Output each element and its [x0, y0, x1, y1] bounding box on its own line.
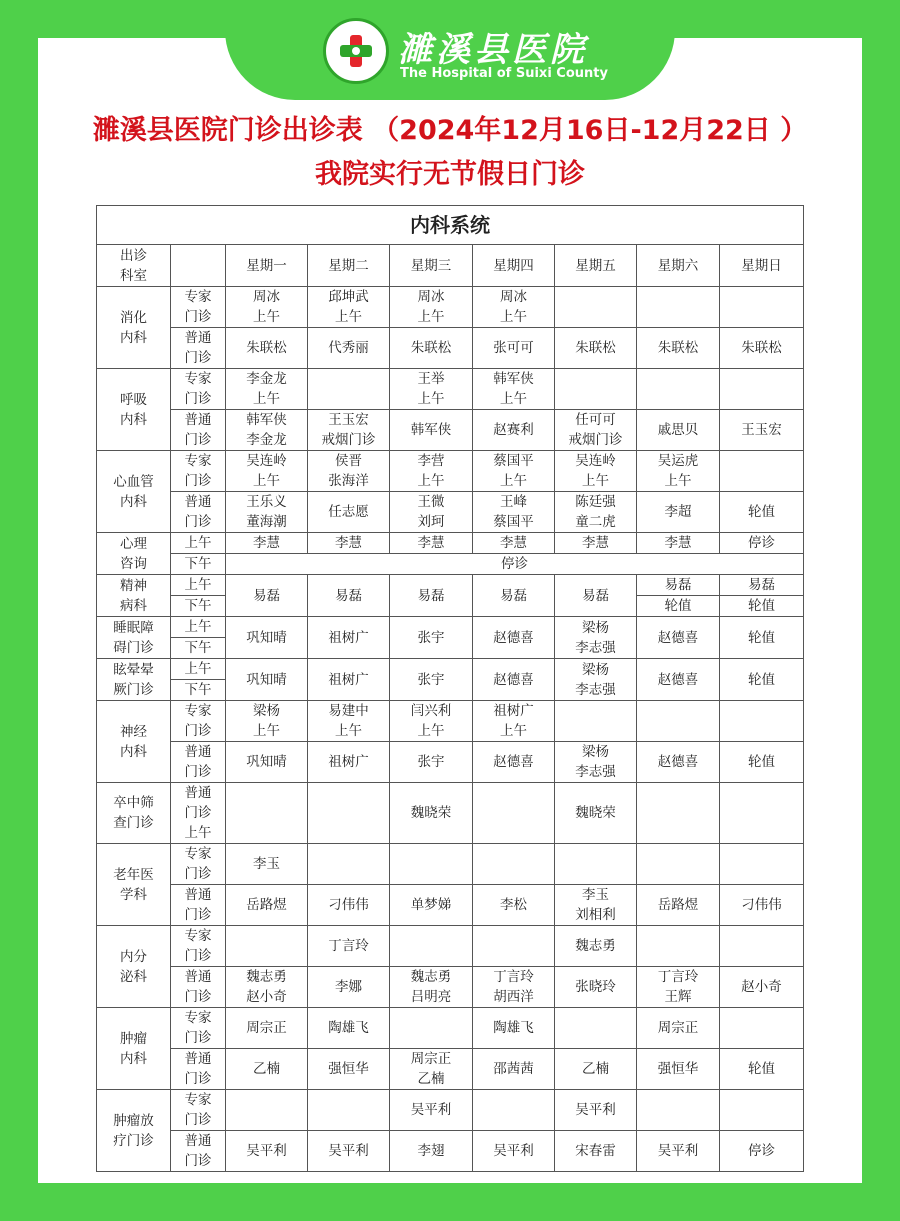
clinic-type-label: 上午: [171, 617, 226, 638]
day-header: 星期日: [720, 245, 804, 287]
schedule-cell: 祖树广 上午: [473, 701, 555, 742]
schedule-cell: 梁杨 李志强: [555, 742, 637, 783]
schedule-cell: 周冰 上午: [473, 287, 555, 328]
schedule-cell: 易磊: [473, 575, 555, 617]
schedule-cell: 李慧: [473, 533, 555, 554]
clinic-type-label: 专家 门诊: [171, 701, 226, 742]
schedule-cell: 闫兴利 上午: [390, 701, 473, 742]
clinic-type-label: 普通 门诊: [171, 885, 226, 926]
schedule-cell: 李慧: [637, 533, 720, 554]
schedule-cell: 李超: [637, 492, 720, 533]
schedule-cell: [308, 1090, 390, 1131]
table-row: [97, 885, 804, 926]
schedule-cell: 李娜: [308, 967, 390, 1008]
schedule-cell: 朱联松: [720, 328, 804, 369]
table-row: [97, 451, 804, 492]
clinic-type-label: 普通 门诊: [171, 328, 226, 369]
schedule-cell: 巩知晴: [226, 742, 308, 783]
clinic-type-label: 专家 门诊: [171, 1090, 226, 1131]
schedule-cell: [637, 287, 720, 328]
schedule-cell: [390, 1008, 473, 1049]
schedule-cell: [555, 1008, 637, 1049]
schedule-cell: 易磊: [555, 575, 637, 617]
day-header: 星期四: [473, 245, 555, 287]
slot-label: 上午: [171, 575, 226, 596]
schedule-cell: [720, 926, 804, 967]
schedule-cell: 易建中 上午: [308, 701, 390, 742]
table-row: [97, 1090, 804, 1131]
schedule-cell: 刁伟伟: [720, 885, 804, 926]
schedule-cell: 停诊: [720, 533, 804, 554]
schedule-cell: 易磊: [308, 575, 390, 617]
table-row: [97, 926, 804, 967]
schedule-cell: 邱坤武 上午: [308, 287, 390, 328]
schedule-cell: 轮值: [720, 492, 804, 533]
clinic-type-label: 下午: [171, 680, 226, 701]
schedule-cell: 祖树广: [308, 617, 390, 659]
schedule-cell: 祖树广: [308, 659, 390, 701]
type-column-header: [171, 245, 226, 287]
schedule-cell: 赵德喜: [637, 742, 720, 783]
schedule-cell: 赵赛利: [473, 410, 555, 451]
schedule-cell: 轮值: [720, 1049, 804, 1090]
schedule-cell: [473, 926, 555, 967]
day-header: 星期六: [637, 245, 720, 287]
schedule-cell: 轮值: [720, 742, 804, 783]
schedule-cell: 易磊: [720, 575, 804, 596]
schedule-cell: [473, 783, 555, 844]
schedule-cell: 强恒华: [637, 1049, 720, 1090]
schedule-cell: 王玉宏: [720, 410, 804, 451]
schedule-cell: 韩军侠 李金龙: [226, 410, 308, 451]
schedule-cell: 张宇: [390, 617, 473, 659]
schedule-cell: 周宗正: [637, 1008, 720, 1049]
schedule-cell: 代秀丽: [308, 328, 390, 369]
table-row: [97, 287, 804, 328]
system-title: 内科系统: [97, 206, 804, 245]
table-row: [97, 742, 804, 783]
table-row: [97, 617, 804, 638]
schedule-cell: 梁杨 李志强: [555, 617, 637, 659]
clinic-type-label: 普通 门诊: [171, 967, 226, 1008]
schedule-cell: [637, 783, 720, 844]
schedule-cell: [555, 701, 637, 742]
table-row: [97, 575, 804, 596]
schedule-cell: [555, 844, 637, 885]
schedule-cell: 停诊: [720, 1131, 804, 1172]
schedule-cell: 李慧: [390, 533, 473, 554]
schedule-cell: 朱联松: [637, 328, 720, 369]
schedule-cell: 易磊: [226, 575, 308, 617]
schedule-cell: 吴平利: [637, 1131, 720, 1172]
day-header: 星期一: [226, 245, 308, 287]
table-row: [97, 967, 804, 1008]
clinic-type-label: 普通 门诊: [171, 410, 226, 451]
schedule-cell: 侯晋 张海洋: [308, 451, 390, 492]
schedule-cell: 李金龙 上午: [226, 369, 308, 410]
dept-name: 心血管 内科: [97, 451, 171, 533]
schedule-cell: 吴连岭 上午: [555, 451, 637, 492]
schedule-cell: 岳路煜: [637, 885, 720, 926]
table-row: [97, 328, 804, 369]
dept-name: 睡眠障 碍门诊: [97, 617, 171, 659]
schedule-cell: [720, 701, 804, 742]
table-row: [97, 1131, 804, 1172]
day-header: 星期三: [390, 245, 473, 287]
clinic-type-label: 专家 门诊: [171, 1008, 226, 1049]
schedule-cell: [390, 926, 473, 967]
schedule-cell: 李慧: [555, 533, 637, 554]
schedule-cell: 强恒华: [308, 1049, 390, 1090]
schedule-cell: 陶雄飞: [308, 1008, 390, 1049]
schedule-cell: 李营 上午: [390, 451, 473, 492]
schedule-cell: 李慧: [308, 533, 390, 554]
schedule-cell: [637, 1090, 720, 1131]
schedule-cell: 丁言玲: [308, 926, 390, 967]
schedule-cell: [226, 926, 308, 967]
schedule-cell: 李松: [473, 885, 555, 926]
schedule-cell: 易磊: [637, 575, 720, 596]
table-row: [97, 1049, 804, 1090]
dept-column-header: 出诊 科室: [97, 245, 171, 287]
clinic-type-label: 下午: [171, 638, 226, 659]
slot-label: 下午: [171, 554, 226, 575]
schedule-cell: 魏志勇 吕明亮: [390, 967, 473, 1008]
schedule-cell: 吴平利: [473, 1131, 555, 1172]
clinic-type-label: 普通 门诊: [171, 742, 226, 783]
schedule-cell: 周冰 上午: [390, 287, 473, 328]
schedule-cell: 赵德喜: [637, 617, 720, 659]
schedule-cell: 刁伟伟: [308, 885, 390, 926]
schedule-cell: 周宗正 乙楠: [390, 1049, 473, 1090]
schedule-cell: 蔡国平 上午: [473, 451, 555, 492]
dept-name: 消化 内科: [97, 287, 171, 369]
schedule-cell: 易磊: [390, 575, 473, 617]
dept-name: 心理 咨询: [97, 533, 171, 575]
schedule-cell: 丁言玲 王辉: [637, 967, 720, 1008]
table-header-row: [97, 245, 804, 287]
schedule-cell: 张晓玲: [555, 967, 637, 1008]
schedule-cell: 张可可: [473, 328, 555, 369]
schedule-cell: 李玉 刘相利: [555, 885, 637, 926]
schedule-cell: 岳路煜: [226, 885, 308, 926]
schedule-cell: 乙楠: [555, 1049, 637, 1090]
table-row: [97, 844, 804, 885]
slot-label: 下午: [171, 596, 226, 617]
schedule-cell: 陈廷强 童二虎: [555, 492, 637, 533]
schedule-cell: 吴运虎 上午: [637, 451, 720, 492]
schedule-cell: 轮值: [720, 659, 804, 701]
schedule-cell: 李慧: [226, 533, 308, 554]
schedule-cell: 乙楠: [226, 1049, 308, 1090]
schedule-cell: 赵德喜: [473, 742, 555, 783]
clinic-type-label: 专家 门诊: [171, 451, 226, 492]
page-title: 濉溪县医院门诊出诊表 （2024年12月16日-12月22日 ）: [92, 115, 808, 146]
schedule-cell: 张宇: [390, 742, 473, 783]
schedule-cell: [720, 369, 804, 410]
schedule-cell: [637, 844, 720, 885]
clinic-type-label: 专家 门诊: [171, 369, 226, 410]
clinic-type-label: 上午: [171, 659, 226, 680]
schedule-cell: 赵德喜: [473, 659, 555, 701]
table-row: [97, 659, 804, 680]
dept-name: 肿瘤 内科: [97, 1008, 171, 1090]
schedule-cell: 赵德喜: [473, 617, 555, 659]
clinic-type-label: 普通 门诊: [171, 1049, 226, 1090]
dept-name: 老年医 学科: [97, 844, 171, 926]
dept-name: 呼吸 内科: [97, 369, 171, 451]
schedule-cell: [637, 926, 720, 967]
day-header: 星期二: [308, 245, 390, 287]
slot-label: 上午: [171, 533, 226, 554]
schedule-cell: 王乐义 董海潮: [226, 492, 308, 533]
schedule-cell: 轮值: [720, 596, 804, 617]
schedule-cell: [720, 1008, 804, 1049]
schedule-cell: 魏晓荣: [555, 783, 637, 844]
table-row: [97, 533, 804, 554]
logo-english-name: The Hospital of Suixi County: [400, 66, 608, 81]
schedule-cell: 吴平利: [390, 1090, 473, 1131]
schedule-cell: [720, 287, 804, 328]
schedule-cell: [473, 844, 555, 885]
day-header: 星期五: [555, 245, 637, 287]
table-row: [97, 410, 804, 451]
schedule-cell: 停诊: [226, 554, 804, 575]
table-row: [97, 783, 804, 844]
schedule-cell: 邵茜茜: [473, 1049, 555, 1090]
schedule-cell: 祖树广: [308, 742, 390, 783]
clinic-type-label: 专家 门诊: [171, 844, 226, 885]
schedule-cell: [720, 783, 804, 844]
schedule-cell: 戚思贝: [637, 410, 720, 451]
schedule-cell: [226, 783, 308, 844]
schedule-cell: 李翅: [390, 1131, 473, 1172]
page-subtitle: 我院实行无节假日门诊: [315, 159, 585, 190]
schedule-cell: [555, 369, 637, 410]
schedule-cell: 韩军侠 上午: [473, 369, 555, 410]
schedule-cell: [720, 451, 804, 492]
schedule-cell: 轮值: [720, 617, 804, 659]
schedule-cell: 吴平利: [226, 1131, 308, 1172]
dept-name: 卒中筛 查门诊: [97, 783, 171, 844]
dept-name: 眩晕晕 厥门诊: [97, 659, 171, 701]
dept-name: 神经 内科: [97, 701, 171, 783]
hospital-logo-icon: [323, 18, 389, 84]
clinic-type-label: 普通 门诊: [171, 1131, 226, 1172]
schedule-cell: 周宗正: [226, 1008, 308, 1049]
schedule-cell: [226, 1090, 308, 1131]
schedule-cell: [308, 783, 390, 844]
schedule-cell: 轮值: [637, 596, 720, 617]
schedule-cell: 王玉宏 戒烟门诊: [308, 410, 390, 451]
schedule-cell: [720, 844, 804, 885]
logo-chinese-name: 濉溪县医院: [398, 30, 588, 70]
clinic-type-label: 专家 门诊: [171, 926, 226, 967]
schedule-cell: 李玉: [226, 844, 308, 885]
table-row: [97, 1008, 804, 1049]
schedule-cell: 王微 刘珂: [390, 492, 473, 533]
table-row: [97, 369, 804, 410]
schedule-cell: [390, 844, 473, 885]
schedule-cell: 吴平利: [555, 1090, 637, 1131]
schedule-cell: 魏志勇: [555, 926, 637, 967]
schedule-cell: [637, 701, 720, 742]
dept-name: 肿瘤放 疗门诊: [97, 1090, 171, 1172]
schedule-cell: 魏晓荣: [390, 783, 473, 844]
schedule-cell: 魏志勇 赵小奇: [226, 967, 308, 1008]
dept-name: 精神 病科: [97, 575, 171, 617]
schedule-cell: 朱联松: [390, 328, 473, 369]
dept-name: 内分 泌科: [97, 926, 171, 1008]
schedule-cell: [555, 287, 637, 328]
schedule-cell: 吴平利: [308, 1131, 390, 1172]
clinic-type-label: 专家 门诊: [171, 287, 226, 328]
table-row: [97, 492, 804, 533]
schedule-cell: 张宇: [390, 659, 473, 701]
clinic-type-label: 普通 门诊: [171, 492, 226, 533]
table-row: [97, 701, 804, 742]
table-row: [97, 554, 804, 575]
schedule-cell: 梁杨 李志强: [555, 659, 637, 701]
schedule-cell: 任可可 戒烟门诊: [555, 410, 637, 451]
schedule-cell: 宋春雷: [555, 1131, 637, 1172]
schedule-cell: [308, 369, 390, 410]
schedule-cell: 单梦娣: [390, 885, 473, 926]
schedule-cell: 周冰 上午: [226, 287, 308, 328]
schedule-table: [96, 205, 804, 1172]
schedule-cell: [473, 1090, 555, 1131]
schedule-cell: 赵德喜: [637, 659, 720, 701]
schedule-cell: 赵小奇: [720, 967, 804, 1008]
schedule-cell: 陶雄飞: [473, 1008, 555, 1049]
schedule-cell: 朱联松: [226, 328, 308, 369]
schedule-cell: 巩知晴: [226, 659, 308, 701]
schedule-cell: 朱联松: [555, 328, 637, 369]
schedule-cell: 韩军侠: [390, 410, 473, 451]
schedule-cell: 任志愿: [308, 492, 390, 533]
schedule-cell: 王峰 蔡国平: [473, 492, 555, 533]
schedule-cell: 吴连岭 上午: [226, 451, 308, 492]
schedule-cell: [637, 369, 720, 410]
schedule-cell: 王举 上午: [390, 369, 473, 410]
schedule-cell: 梁杨 上午: [226, 701, 308, 742]
clinic-type-label: 普通 门诊 上午: [171, 783, 226, 844]
schedule-cell: 巩知晴: [226, 617, 308, 659]
schedule-cell: [308, 844, 390, 885]
schedule-cell: [720, 1090, 804, 1131]
schedule-cell: 丁言玲 胡西洋: [473, 967, 555, 1008]
